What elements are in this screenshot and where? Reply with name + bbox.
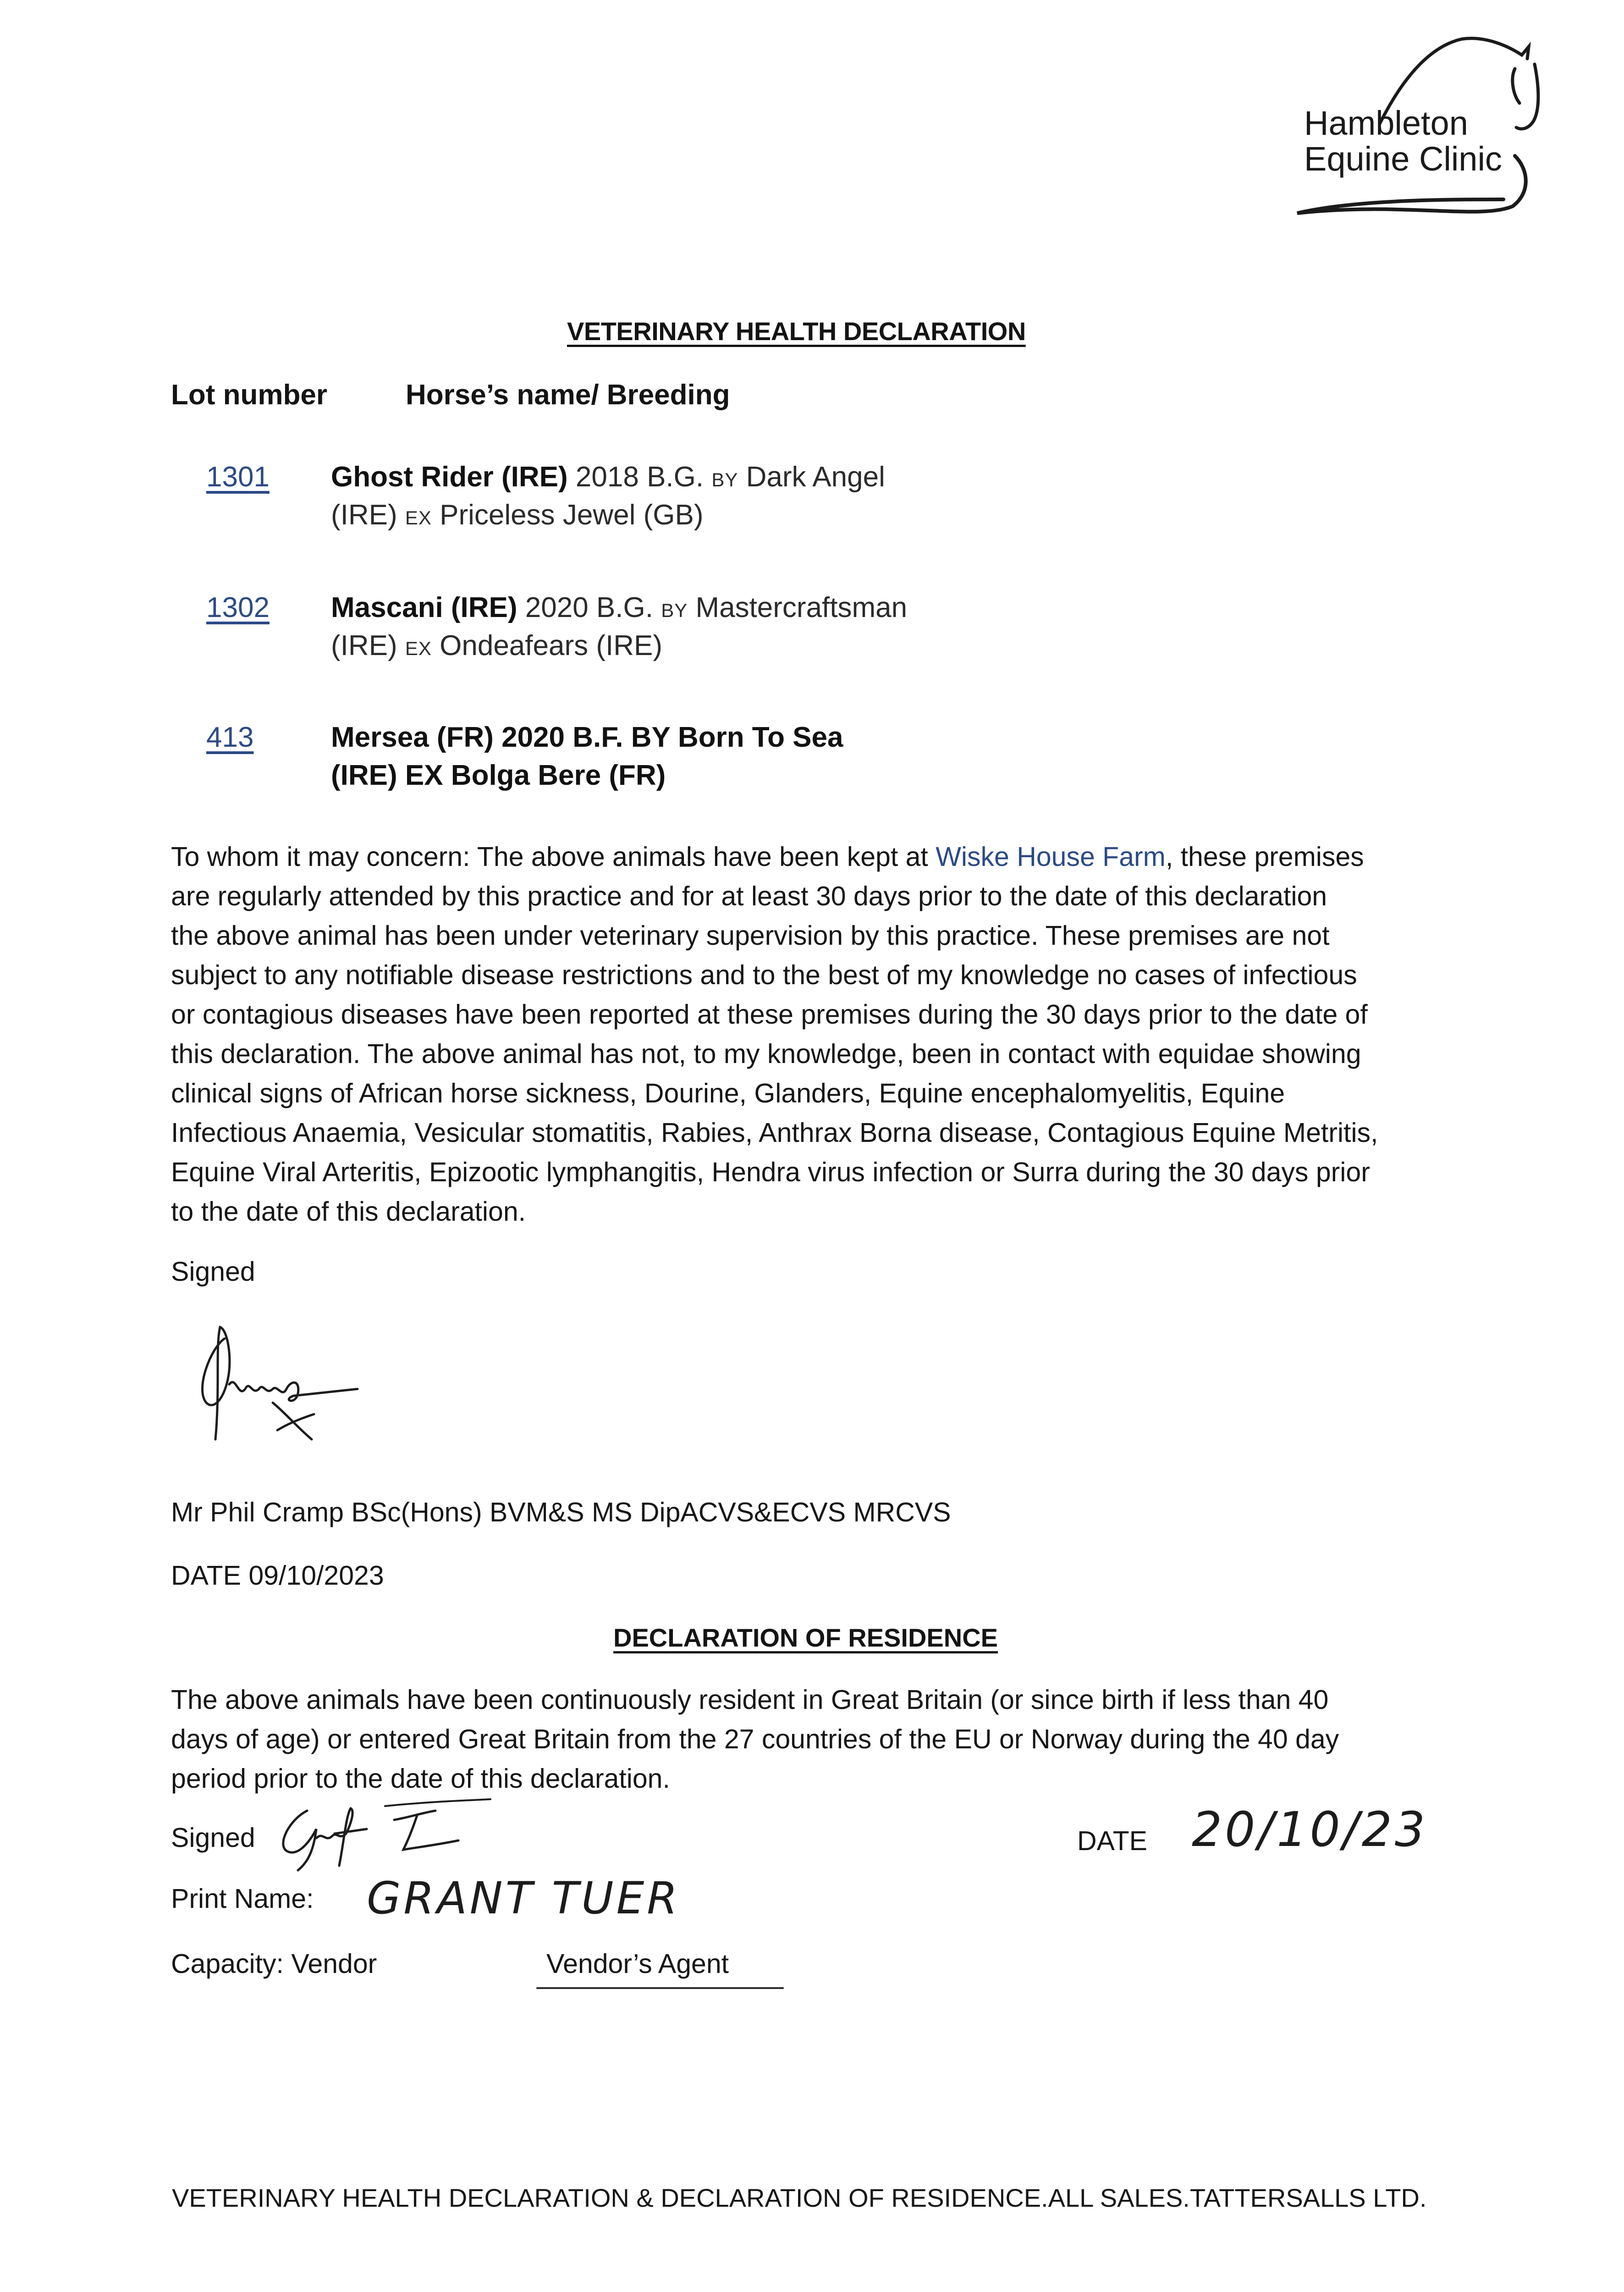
foaling-year-sex: 2018 B.G. — [567, 461, 712, 493]
lot-number-header: Lot number — [171, 379, 327, 411]
paragraph-line: To whom it may concern: The above animals have been kept at Wiske House Farm, these premises — [171, 842, 1364, 872]
vet-signature-image — [183, 1320, 376, 1458]
horse-name-header: Horse’s name/ Breeding — [406, 379, 730, 411]
paragraph-line: are regularly attended by this practice and for at least 30 days prior to the date of this declaration — [171, 881, 1327, 911]
residence-title: DECLARATION OF RESIDENCE — [613, 1623, 998, 1652]
print-name-handwritten: GRANT TUER — [367, 1873, 680, 1924]
lot-breeding-line-2 — [331, 499, 703, 531]
footer-text: VETERINARY HEALTH DECLARATION & DECLARATION OF RESIDENCE.ALL SALES.TATTERSALLS LTD. — [172, 2183, 1427, 2212]
paragraph-line: subject to any notifiable disease restrictions and to the best of my knowledge no cases of infectious — [171, 960, 1357, 990]
premises-name: Wiske House Farm — [936, 842, 1166, 872]
logo-line-1: Hambleton — [1304, 104, 1468, 142]
lot-breeding-line-1 — [331, 591, 907, 624]
lot-number-link[interactable]: 1302 — [206, 592, 270, 623]
health-declaration-text — [171, 837, 1436, 1231]
vet-signed-label: Signed — [171, 1256, 255, 1287]
paragraph-line: clinical signs of African horse sickness, Dourine, Glanders, Equine encephalomyelitis, Equine — [171, 1078, 1285, 1108]
vendor-date-label: DATE — [1077, 1826, 1147, 1856]
horse-name: Mascani (IRE) — [331, 592, 517, 623]
paragraph-line: to the date of this declaration. — [171, 1196, 526, 1227]
paragraph-line: Infectious Anaemia, Vesicular stomatitis, Rabies, Anthrax Borna disease, Contagious Equine Metritis, — [171, 1118, 1378, 1148]
lot-breeding-line-1: Mersea (FR) 2020 B.F. BY Born To Sea — [331, 722, 843, 753]
ex-label: EX — [405, 507, 432, 529]
sire-country: (IRE) — [331, 499, 405, 531]
horse-name: Ghost Rider (IRE) — [331, 461, 568, 493]
lot-number-link[interactable]: 413 — [206, 722, 254, 753]
by-label: BY — [711, 469, 738, 490]
vendor-signature-image — [270, 1797, 509, 1875]
sire-name: Mastercraftsman — [688, 592, 908, 623]
paragraph-line: The above animals have been continuously resident in Great Britain (or since birth if less than 40 — [171, 1685, 1329, 1715]
capacity-label: Capacity: Vendor — [171, 1949, 377, 1979]
paragraph-line: this declaration. The above animal has not, to my knowledge, been in contact with equidae showing — [171, 1039, 1361, 1069]
paragraph-line: Equine Viral Arteritis, Epizootic lymphangitis, Hendra virus infection or Surra during the 30 days prior — [171, 1157, 1370, 1187]
logo-line-2: Equine Clinic — [1304, 140, 1502, 178]
vendor-date-handwritten: 20/10/23 — [1192, 1802, 1428, 1857]
paragraph-line: the above animal has been under veterinary supervision by this practice. These premises are not — [171, 920, 1330, 951]
lot-breeding-line-2 — [331, 629, 662, 662]
vendor-signed-label: Signed — [171, 1823, 255, 1853]
foaling-year-sex: 2020 B.G. — [517, 592, 661, 623]
ex-label: EX — [405, 638, 432, 659]
sire-country: (IRE) — [331, 630, 405, 661]
capacity-underline — [536, 1987, 784, 1989]
print-name-label: Print Name: — [171, 1884, 314, 1914]
paragraph-line: or contagious diseases have been reported at these premises during the 30 days prior to the date of — [171, 999, 1368, 1030]
vet-declaration-date: DATE 09/10/2023 — [171, 1560, 384, 1591]
lot-number-link[interactable]: 1301 — [206, 461, 270, 493]
lot-breeding-line-1 — [331, 461, 885, 493]
paragraph-line: days of age) or entered Great Britain from the 27 countries of the EU or Norway during the 40 day — [171, 1724, 1339, 1754]
capacity-value: Vendor’s Agent — [546, 1949, 729, 1979]
paragraph-line: period prior to the date of this declaration. — [171, 1763, 670, 1794]
vet-name-qualifications: Mr Phil Cramp BSc(Hons) BVM&S MS DipACVS&ECVS MRCVS — [171, 1497, 951, 1527]
sire-name: Dark Angel — [738, 461, 885, 493]
residence-text — [171, 1680, 1436, 1798]
document-title: VETERINARY HEALTH DECLARATION — [567, 317, 1026, 346]
dam-name: Ondeafears (IRE) — [431, 630, 662, 661]
by-label: BY — [661, 600, 688, 621]
dam-name: Priceless Jewel (GB) — [431, 499, 704, 531]
lot-breeding-line-2: (IRE) EX Bolga Bere (FR) — [331, 760, 666, 791]
